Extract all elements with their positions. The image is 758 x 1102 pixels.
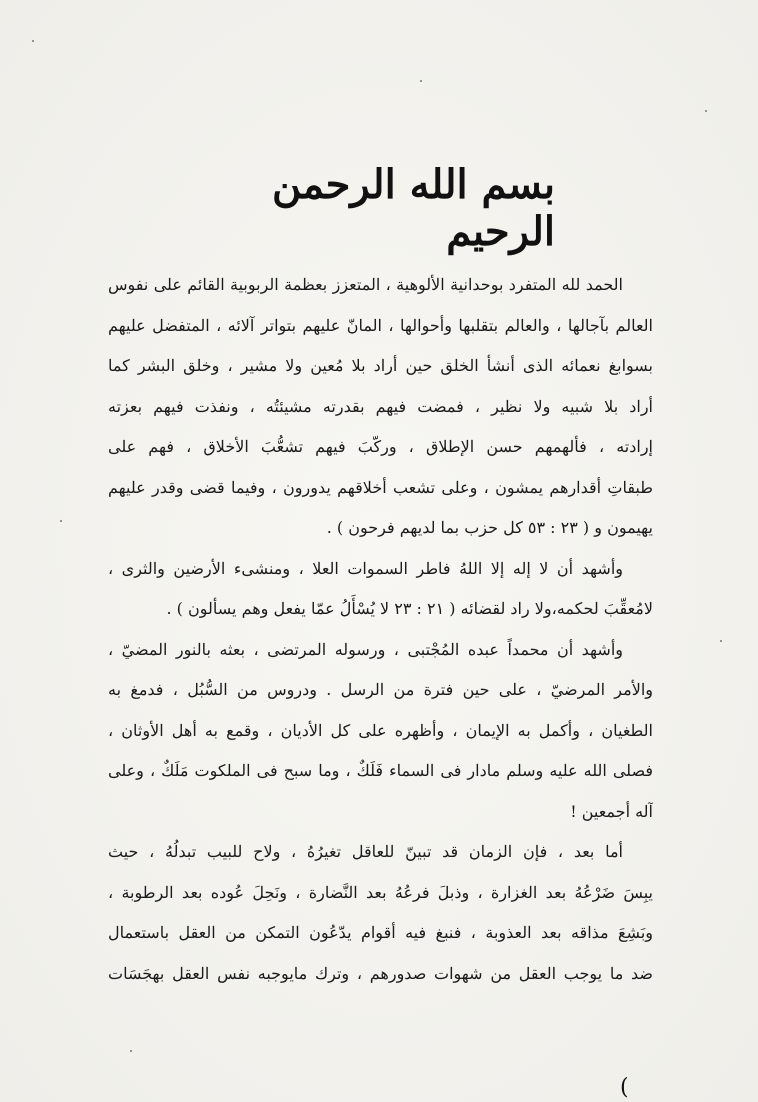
text-line: يبِسَ ضَرْعُهُ بعد الغزارة ، وذبلَ فرعُهُ بعد النَّضارة ، ونَحِلَ عُوده بعد الرطوبة ،	[108, 882, 653, 902]
text-line: إرادته ، فألهمهم حسن الإطلاق ، وركّبَ فيهم تشعُّبَ الأخلاق ، فهم على	[108, 437, 653, 456]
scan-speck	[705, 110, 707, 112]
text-line: طبقاتِ أقدارهم يمشون ، وعلى تشعب أخلاقهم يدورون ، وفيما قضى وقدر عليهم	[108, 477, 653, 497]
basmala-heading: بسم الله الرحمن الرحيم	[272, 161, 555, 255]
scan-speck	[32, 40, 34, 42]
scan-speck	[130, 1050, 132, 1052]
text-line: العالم بآجالها ، والعالم بتقلبها وأحوالها ، المانّ عليهم بتواتر آلائه ، المتفضل عليهم	[108, 315, 653, 335]
body-text	[108, 265, 653, 994]
text-line: ضد ما يوجب العقل من شهوات صدورهم ، وترك مايوجبه نفس العقل بهجَسَات	[108, 963, 653, 983]
text-line: وأشهد أن لا إله إلا اللهُ فاطر السموات العلا ، ومنشىء الأرضين والثرى ،	[108, 558, 623, 578]
text-line: أما بعد ، فإن الزمان قد تبينّ للعاقل تغيرُهُ ، ولاح للبيب تبدلُهُ ، حيث	[108, 842, 623, 861]
text-line: وأشهد أن محمداً عبده المُجْتبى ، ورسوله المرتضى ، بعثه بالنور المضيّ ،	[108, 639, 623, 659]
scan-speck	[720, 640, 722, 642]
text-line: بسوابغ نعمائه الذى أنشأ الخلق حين أراد بلا مُعين ولا مشير ، وخلق البشر كما	[108, 356, 653, 375]
text-line: لامُعقِّبَ لحكمه،ولا راد لقضائه ( ٢١ : ٢٣ لا يُسْأَلُ عمّا يفعل وهم يسألون ) .	[166, 599, 653, 618]
text-line: يهيمون و ( ٢٣ : ٥٣ كل حزب بما لديهم فرحون ) .	[326, 518, 653, 537]
text-line: آله أجمعين !	[570, 801, 653, 821]
text-line: الطغيان ، وأكمل به الإيمان ، وأظهره على كل الأديان ، وقمع به أهل الأوثان ،	[108, 720, 653, 740]
text-line: والأمر المرضيّ ، على حين فترة من الرسل . ودروس من السُّبُل ، فدمغ به	[108, 680, 653, 699]
scan-speck	[60, 520, 62, 522]
text-line: أراد بلا شبيه ولا نظير ، فمضت فيهم بقدرته مشيئتُه ، ونفذت فيهم بعزته	[108, 396, 653, 416]
text-line: فصلى الله عليه وسلم مادار فى السماء فَلَكٌ ، وما سبح فى الملكوت مَلَكٌ ، وعلى	[108, 761, 653, 780]
text-line: الحمد لله المتفرد بوحدانية الألوهية ، المتعزز بعظمة الربوبية القائم على نفوس	[108, 275, 623, 294]
scan-speck	[420, 80, 422, 82]
text-line: وبَشِعَ مذاقه بعد العذوبة ، فنبغ فيه أقوام يدّعُون التمكن من العقل باستعمال	[108, 923, 653, 942]
page-edge-mark: (	[620, 1075, 629, 1100]
